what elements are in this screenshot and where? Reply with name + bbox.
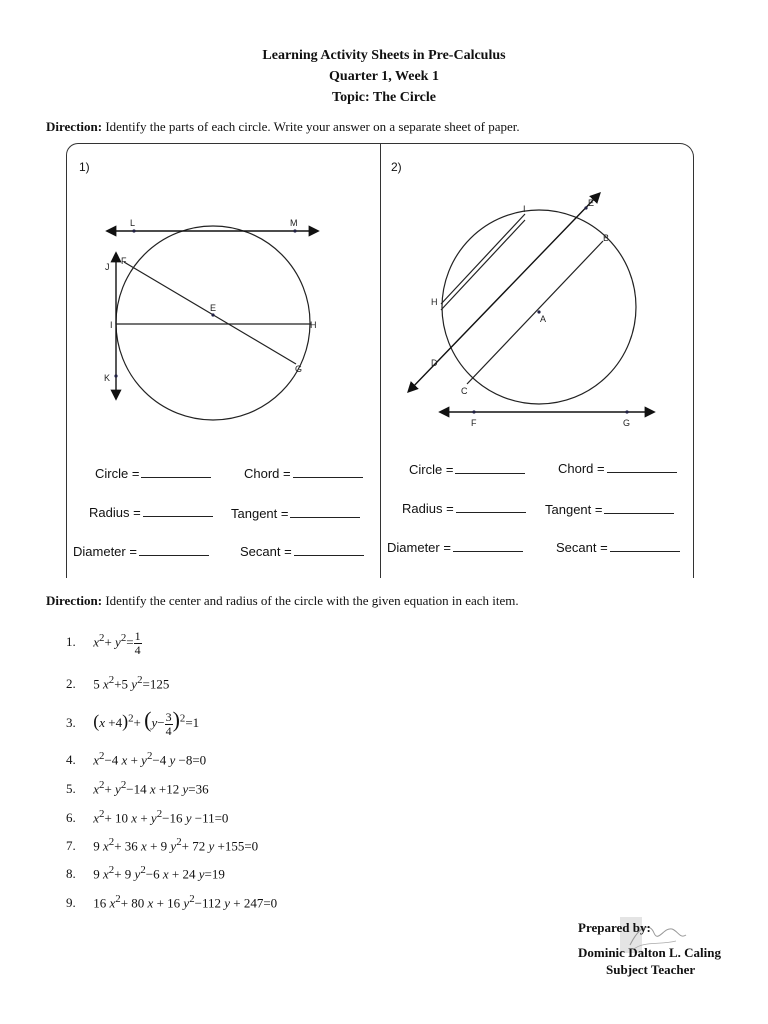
label-H: H	[431, 297, 438, 307]
p1-circle-blank[interactable]	[141, 467, 211, 478]
direction-1-text: Identify the parts of each circle. Write your answer on a separate sheet of paper.	[102, 119, 520, 134]
direction-2-label: Direction:	[46, 593, 103, 608]
p2-circle-label: Circle =	[409, 462, 454, 477]
teacher-title: Subject Teacher	[606, 962, 696, 977]
direction-1-label: Direction:	[46, 119, 103, 134]
p1-tangent-row	[231, 506, 360, 521]
item-number-5: 5.	[66, 781, 76, 797]
p2-diameter-blank[interactable]	[453, 541, 523, 552]
label-A: A	[540, 314, 547, 324]
equation-5: 5. $x^2+ y^2-14$ x +12 y=36	[66, 779, 209, 797]
label-F: F	[471, 418, 477, 428]
teacher-name: Dominic Dalton L. Caling	[578, 945, 722, 960]
p1-radius-label: Radius =	[89, 505, 141, 520]
label-K: K	[104, 373, 111, 383]
p2-chord-label: Chord =	[558, 461, 605, 476]
figure-1-diagram	[67, 144, 383, 444]
item-number-6: 6.	[66, 810, 76, 826]
quarter-week: Quarter 1, Week 1	[329, 69, 439, 84]
label-B: B	[603, 233, 610, 243]
label-E: E	[210, 303, 217, 313]
p2-radius-label: Radius =	[402, 501, 454, 516]
p2-tangent-label: Tangent =	[545, 502, 603, 517]
label-M: M	[290, 218, 298, 228]
chord-HI-parallel	[441, 220, 525, 310]
prepared-by: Prepared by:	[578, 920, 651, 935]
p2-circle-row	[409, 462, 525, 477]
direction-2-text: Identify the center and radius of the circle with the given equation in each item.	[102, 593, 519, 608]
label-C: C	[461, 386, 468, 396]
p2-chord-blank[interactable]	[607, 462, 677, 473]
figure-1-panel	[66, 143, 383, 578]
item-number-9: 9.	[66, 895, 76, 911]
label-I: I	[523, 204, 526, 214]
item-number-7: 7.	[66, 838, 76, 854]
label-G: G	[623, 418, 631, 428]
equation-2: 2. 5 $x^2+5$ $y^2=125$	[66, 674, 170, 692]
item-number-3: 3.	[66, 715, 76, 730]
equation-1: 1. $x^2+ y^2=$ $\frac{1}{4}$	[66, 629, 141, 657]
equation-9: 9. 16 $x^2+ 80$ x + 16 $y^2-112$ y + 247=0	[66, 893, 278, 911]
p1-tangent-label: Tangent =	[231, 506, 289, 521]
p1-circle-label: Circle =	[95, 466, 140, 481]
item-number-4: 4.	[66, 752, 76, 768]
item-number-8: 8.	[66, 866, 76, 882]
p1-radius-blank[interactable]	[143, 506, 213, 517]
p2-radius-row	[402, 501, 526, 516]
p1-tangent-blank[interactable]	[290, 507, 360, 518]
p1-secant-blank[interactable]	[294, 545, 364, 556]
p2-secant-row	[556, 540, 680, 555]
equation-6: 6. $x^2+ 10$ $x + y^2-16$ y −11=0	[66, 808, 229, 826]
p1-chord-label: Chord =	[244, 466, 291, 481]
p1-circle-row	[95, 466, 211, 481]
p2-diameter-row	[387, 540, 523, 555]
figure-1-number: 1)	[79, 160, 90, 174]
p1-secant-label: Secant =	[240, 544, 292, 559]
sheet-title: Learning Activity Sheets in Pre-Calculus	[262, 48, 506, 63]
equation-7: 7. 9 $x^2+ 36$ x + 9 $y^2+ 72$ y +155=0	[66, 836, 259, 854]
p2-tangent-row	[545, 502, 674, 517]
p2-diameter-label: Diameter =	[387, 540, 451, 555]
figure-2-panel	[380, 143, 694, 578]
label-H: H	[310, 320, 317, 330]
item-number-1: 1.	[66, 634, 76, 650]
secant-DE	[409, 194, 599, 391]
label-E: E	[588, 198, 595, 208]
circle-1	[116, 226, 310, 420]
figure-2-number: 2)	[391, 160, 402, 174]
p2-secant-label: Secant =	[556, 540, 608, 555]
p2-circle-blank[interactable]	[455, 463, 525, 474]
p1-diameter-row	[73, 544, 209, 559]
label-G: G	[295, 364, 303, 374]
direction-2	[46, 593, 519, 609]
equation-8: 8. 9 $x^2+ 9$ $y^2-6$ x + 24 y=19	[66, 864, 225, 882]
chord-FG	[124, 262, 296, 364]
label-L: L	[130, 218, 136, 228]
p1-chord-row	[244, 466, 363, 481]
figure-2-diagram	[381, 144, 693, 444]
item-number-2: 2.	[66, 676, 76, 692]
topic: Topic: The Circle	[332, 90, 436, 105]
label-F: F	[121, 256, 127, 266]
p1-chord-blank[interactable]	[293, 467, 363, 478]
p1-diameter-label: Diameter =	[73, 544, 137, 559]
equation-3: 3. $(x +4)^2+ (y-$ $\frac{3}{4}$ )$^2$=1	[66, 707, 200, 738]
label-I: I	[110, 320, 113, 330]
label-D: D	[431, 358, 438, 368]
diameter-CB	[467, 241, 603, 384]
direction-1	[46, 119, 520, 135]
p1-diameter-blank[interactable]	[139, 545, 209, 556]
p1-secant-row	[240, 544, 364, 559]
p2-chord-row	[558, 461, 677, 476]
p2-tangent-blank[interactable]	[604, 503, 674, 514]
label-J: J	[105, 262, 110, 272]
equation-4: 4. $x^2-4$ $x + y^2-4$ y −8=0	[66, 750, 207, 768]
p2-secant-blank[interactable]	[610, 541, 680, 552]
p2-radius-blank[interactable]	[456, 502, 526, 513]
p1-radius-row	[89, 505, 213, 520]
